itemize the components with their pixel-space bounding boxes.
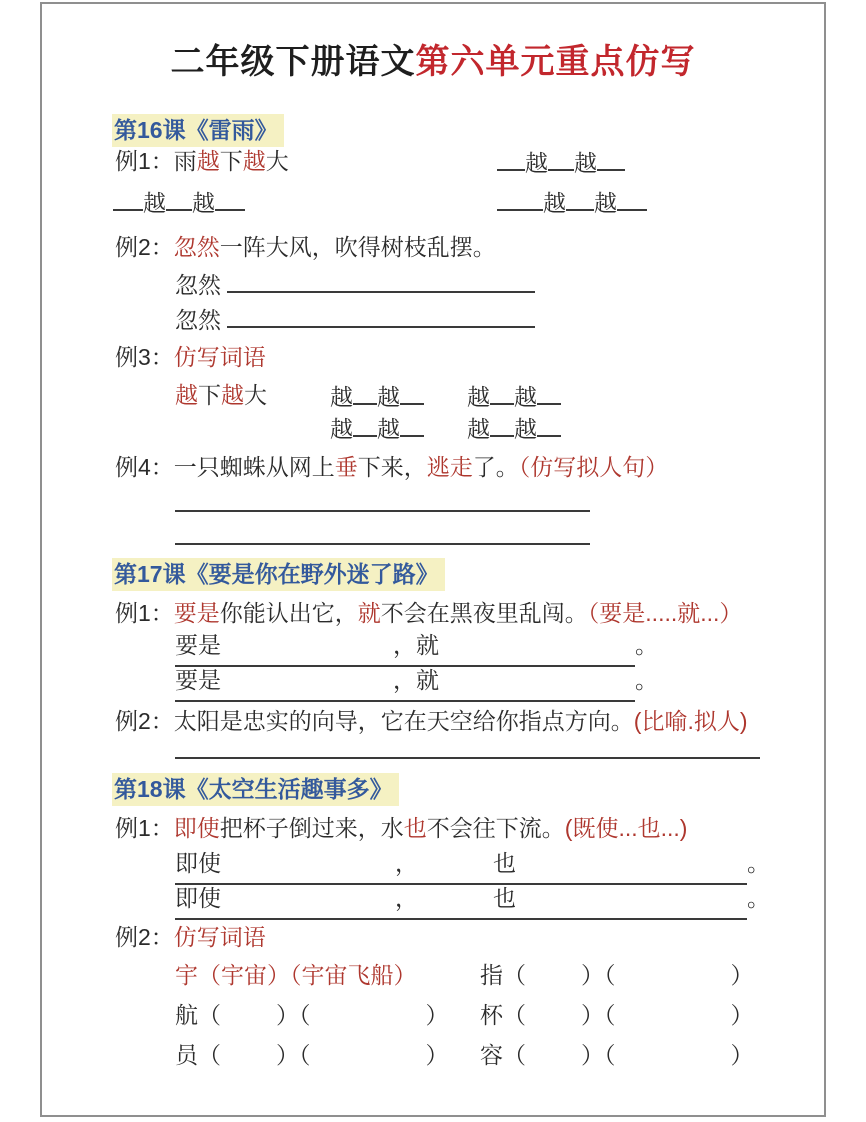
text-run: 仿写词语	[173, 924, 266, 950]
fill-blank	[113, 186, 143, 211]
lesson16-ex3-model-word	[175, 380, 267, 410]
example-label: 例2：	[115, 234, 174, 260]
lesson17-ex2-sentence	[115, 706, 748, 736]
punctuation: 。	[747, 885, 770, 911]
example-label: 例3：	[115, 344, 174, 370]
prompt-word: 即使	[175, 885, 221, 911]
lesson18-heading: 第18课《太空生活趣事多》	[112, 771, 399, 804]
pattern-char: 越	[143, 190, 166, 216]
punctuation: （	[503, 1042, 526, 1068]
text-run: 不会在黑夜里乱闯。	[380, 600, 588, 626]
fill-blank	[490, 380, 514, 405]
fill-blank	[353, 380, 377, 405]
example-label: 例2：	[115, 708, 174, 734]
punctuation: （	[198, 1042, 221, 1068]
text-run: 大	[244, 382, 267, 408]
text-run: 要是	[173, 600, 220, 626]
text-run: （仿写拟人句）	[518, 454, 669, 480]
punctuation: ）（	[581, 1042, 616, 1068]
punctuation: 。	[635, 667, 658, 693]
text-run: 你能认出它，	[219, 600, 358, 626]
text-run: (比喻.拟人)	[633, 708, 748, 734]
fill-blank	[537, 380, 561, 405]
text-run: 了。	[472, 454, 519, 480]
text-run: 就	[357, 600, 381, 626]
punctuation: （	[503, 1002, 526, 1028]
grid-char: 容	[480, 1042, 503, 1068]
fill-blank	[227, 303, 535, 328]
text-run: 大	[265, 148, 289, 174]
text-run: 太阳是忠实的向导，它在天空给你指点方向。	[173, 708, 634, 734]
prompt-word: 要是	[175, 632, 221, 658]
punctuation: ）	[730, 962, 754, 988]
punctuation: ）	[730, 1042, 754, 1068]
punctuation: （	[503, 962, 526, 988]
fill-blank	[166, 186, 192, 211]
text-run: 雨	[173, 148, 197, 174]
pattern-char: 越	[192, 190, 215, 216]
lesson18-ex1-fill-line-2	[175, 883, 770, 920]
punctuation: ）（	[276, 1002, 311, 1028]
text-run: (既使...也...)	[564, 815, 688, 841]
prompt-word: 也	[493, 850, 516, 876]
model-answer: 宇（宇宙）（宇宙飞船）	[175, 962, 417, 988]
word-grid-cell	[480, 960, 754, 990]
fill-line	[175, 665, 635, 702]
word-grid-cell-model	[175, 960, 417, 990]
prompt-word: 忽然	[175, 272, 221, 298]
punctuation: ）（	[581, 962, 616, 988]
text-run: 一阵大风，吹得树枝乱摆。	[219, 234, 496, 260]
lesson16-ex3-pattern	[330, 380, 424, 412]
text-run: 下	[198, 382, 221, 408]
lesson16-ex2-answer-line-2	[175, 303, 535, 335]
grid-char: 员	[175, 1042, 198, 1068]
pattern-char: 越	[330, 416, 353, 442]
prompt-word: 忽然	[175, 307, 221, 333]
punctuation: ，	[395, 850, 418, 876]
pattern-char: 越	[377, 416, 400, 442]
text-run: 越	[175, 382, 198, 408]
grid-char: 杯	[480, 1002, 503, 1028]
title-black-part: 二年级下册语文	[170, 43, 416, 81]
lesson16-ex2-sentence	[115, 232, 496, 262]
fill-line	[175, 630, 635, 667]
fill-blank	[548, 146, 574, 171]
punctuation: 。	[635, 632, 658, 658]
fill-line	[175, 883, 747, 920]
grid-char: 航	[175, 1002, 198, 1028]
fill-blank	[617, 186, 647, 211]
fill-blank	[566, 186, 594, 211]
pattern-char: 越	[377, 384, 400, 410]
lesson16-heading: 第16课《雷雨》	[112, 112, 284, 145]
text-run: 下	[219, 148, 243, 174]
lesson17-heading: 第17课《要是你在野外迷了路》	[112, 556, 445, 589]
example-label: 例4：	[115, 454, 174, 480]
lesson16-ex2-answer-line-1	[175, 268, 535, 300]
pattern-char: 越	[330, 384, 353, 410]
text-run: 越	[221, 382, 244, 408]
text-run: 一只蜘蛛从网上	[173, 454, 335, 480]
fill-blank	[353, 412, 377, 437]
punctuation: ）（	[581, 1002, 616, 1028]
lesson16-ex1-sentence	[115, 146, 289, 176]
example-label: 例1：	[115, 600, 174, 626]
text-run: 逃走	[426, 454, 473, 480]
prompt-word: 也	[493, 885, 516, 911]
punctuation: ，	[393, 632, 416, 658]
punctuation: ）	[425, 1042, 449, 1068]
answer-line	[175, 510, 590, 512]
prompt-word: 就	[416, 632, 439, 658]
pattern-char: 越	[574, 150, 597, 176]
example-label: 例2：	[115, 924, 174, 950]
fill-blank	[227, 268, 535, 293]
fill-blank	[215, 186, 245, 211]
fill-blank	[497, 186, 543, 211]
text-run: 即使	[173, 815, 220, 841]
fill-blank	[490, 412, 514, 437]
prompt-word: 就	[416, 667, 439, 693]
title-red-part: 第六单元重点仿写	[415, 43, 696, 81]
fill-blank	[597, 146, 625, 171]
word-grid-cell	[480, 1000, 754, 1030]
prompt-word: 要是	[175, 667, 221, 693]
word-grid-cell	[480, 1040, 754, 1070]
fill-blank	[400, 412, 424, 437]
punctuation: （	[198, 1002, 221, 1028]
lesson17-ex1-sentence	[115, 598, 742, 628]
lesson18-ex1-fill-line-1	[175, 848, 770, 885]
lesson16-ex3-pattern	[467, 412, 561, 444]
lesson16-ex1-pattern-3	[497, 186, 647, 218]
fill-line	[175, 848, 747, 885]
punctuation: ，	[393, 667, 416, 693]
lesson17-ex1-fill-line-2	[175, 665, 658, 702]
text-run: （要是.....就...）	[587, 600, 743, 626]
lesson16-ex4-sentence	[115, 452, 668, 482]
punctuation: ，	[395, 885, 418, 911]
pattern-char: 越	[514, 416, 537, 442]
lesson16-ex3-pattern	[330, 412, 424, 444]
text-run: 下来，	[357, 454, 427, 480]
pattern-char: 越	[514, 384, 537, 410]
pattern-char: 越	[543, 190, 566, 216]
lesson16-ex1-pattern-1	[497, 146, 625, 178]
text-run: 不会往下流。	[426, 815, 565, 841]
pattern-char: 越	[467, 416, 490, 442]
text-run: 也	[403, 815, 427, 841]
pattern-char: 越	[467, 384, 490, 410]
word-grid-cell	[175, 1000, 449, 1030]
lesson18-ex2-title	[115, 922, 266, 952]
fill-blank	[537, 412, 561, 437]
word-grid-cell	[175, 1040, 449, 1070]
text-run: 越	[242, 148, 266, 174]
lesson18-ex1-sentence	[115, 813, 687, 843]
text-run: 越	[196, 148, 220, 174]
pattern-char: 越	[525, 150, 548, 176]
example-label: 例1：	[115, 815, 174, 841]
prompt-word: 即使	[175, 850, 221, 876]
page-title	[0, 34, 866, 83]
text-run: 垂	[334, 454, 358, 480]
text-run: 把杯子倒过来，水	[219, 815, 404, 841]
lesson17-ex1-fill-line-1	[175, 630, 658, 667]
fill-blank	[400, 380, 424, 405]
example-label: 例1：	[115, 148, 174, 174]
lesson16-ex1-pattern-2	[113, 186, 245, 218]
grid-char: 指	[480, 962, 503, 988]
fill-blank	[497, 146, 525, 171]
pattern-char: 越	[594, 190, 617, 216]
lesson16-ex3-title	[115, 342, 266, 372]
lesson16-ex3-pattern	[467, 380, 561, 412]
text-run: 仿写词语	[173, 344, 266, 370]
punctuation: ）	[425, 1002, 449, 1028]
punctuation: ）	[730, 1002, 754, 1028]
answer-line	[175, 757, 760, 759]
text-run: 忽然	[173, 234, 220, 260]
punctuation: ）（	[276, 1042, 311, 1068]
punctuation: 。	[747, 850, 770, 876]
answer-line	[175, 543, 590, 545]
